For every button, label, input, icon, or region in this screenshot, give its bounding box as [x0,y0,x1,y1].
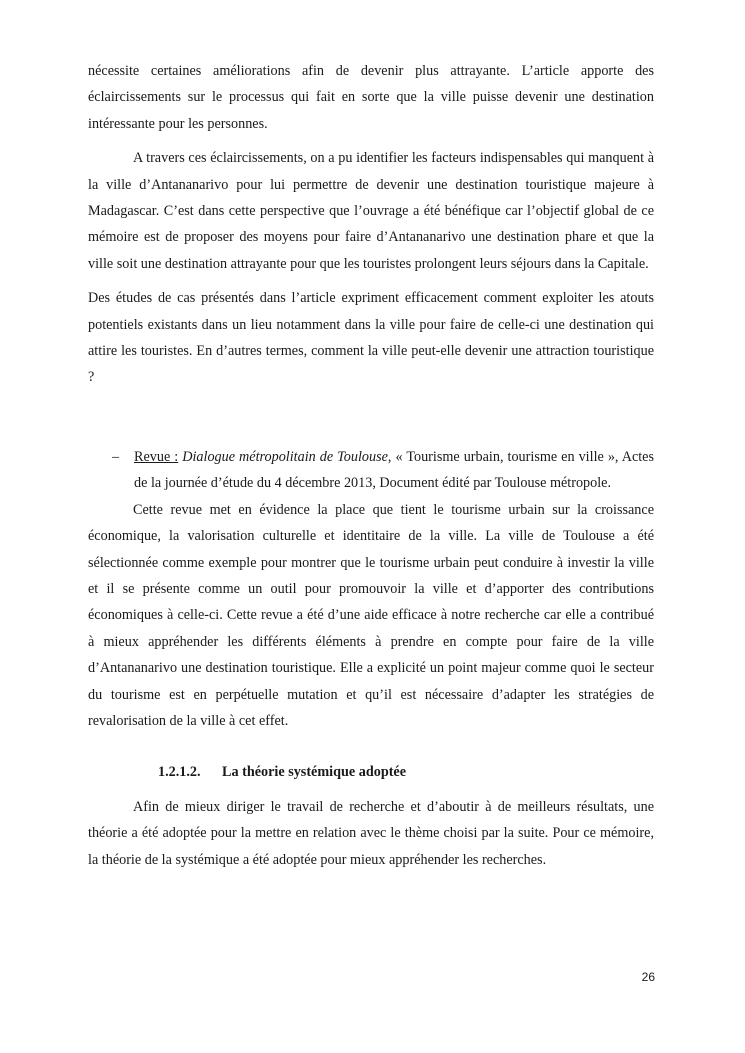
paragraph-clarifications: A travers ces éclaircissements, on a pu identifier les facteurs indispensables qui manquent à la ville d’Antananarivo pour lui permettre de devenir une destination touristique majeure à Madagascar. C’est dans cette perspective que l’ouvrage a été bénéfique car l’objectif global de ce mémoire est de proposer des moyens pour faire d’Antananarivo une destination phare et que la ville soit une destination attrayante pour que les touristes prolongent leurs séjours dans la Capitale. [88,150,654,272]
paragraph-theory: Afin de mieux diriger le travail de recherche et d’aboutir à de meilleurs résultats, une théorie a été adoptée pour la mettre en relation avec le thème choisi par la suite. Pour ce mémoire, la théorie de la systémique a été adoptée pour mieux appréhender les recherches. [88,798,654,868]
paragraph-case-studies: Des études de cas présentés dans l’article expriment efficacement comment exploiter les atouts potentiels existants dans un lieu notamment dans la ville pour faire de celle-ci une destination qui attire les touristes. En d’autres termes, comment la ville peut-elle devenir une attraction touristique ? [88,290,654,386]
reference-item [88,444,654,497]
reference-title: Dialogue métropolitain de Toulouse [182,448,388,465]
section-title: La théorie systémique adoptée [222,764,407,781]
paragraph-intro-continuation: nécessite certaines améliorations afin de devenir plus attrayante. L’article apporte des éclaircissements sur le processus qui fait en sorte que la ville puisse devenir une destination intéressante pour les personnes. [88,63,654,132]
section-heading [88,759,654,785]
paragraph-review-summary: Cette revue met en évidence la place que tient le tourisme urbain sur la croissance économique, la valorisation culturelle et identitaire de la ville. La ville de Toulouse a été sélectionnée comme exemple pour montrer que le tourisme urbain peut conduire à investir la ville et il se présente comme un outil pour promouvoir la ville et d’apporter des contributions économiques à celle-ci. Cette revue a été d’une aide efficace à notre recherche car elle a contribué à mieux appréhender les différents éléments à prendre en compte pour faire de la ville d’Antananarivo une destination touristique. Elle a explicité un point majeur comme quoi le secteur du tourisme est en perpétuelle mutation et qu’il est nécessaire d’adapter les stratégies de revalorisation de la ville à cet effet. [88,501,654,729]
section-number: 1.2.1.2. [158,764,201,781]
document-page [88,58,654,873]
page-number: 26 [641,970,655,984]
reference-label: Revue : [134,448,179,465]
dash-bullet: – [112,448,120,465]
reference-details: , « Tourisme urbain, tourisme en ville », Actes de la journée d’étude du 4 décembre 2013, Document édité par Toulouse métropole. [134,448,654,492]
